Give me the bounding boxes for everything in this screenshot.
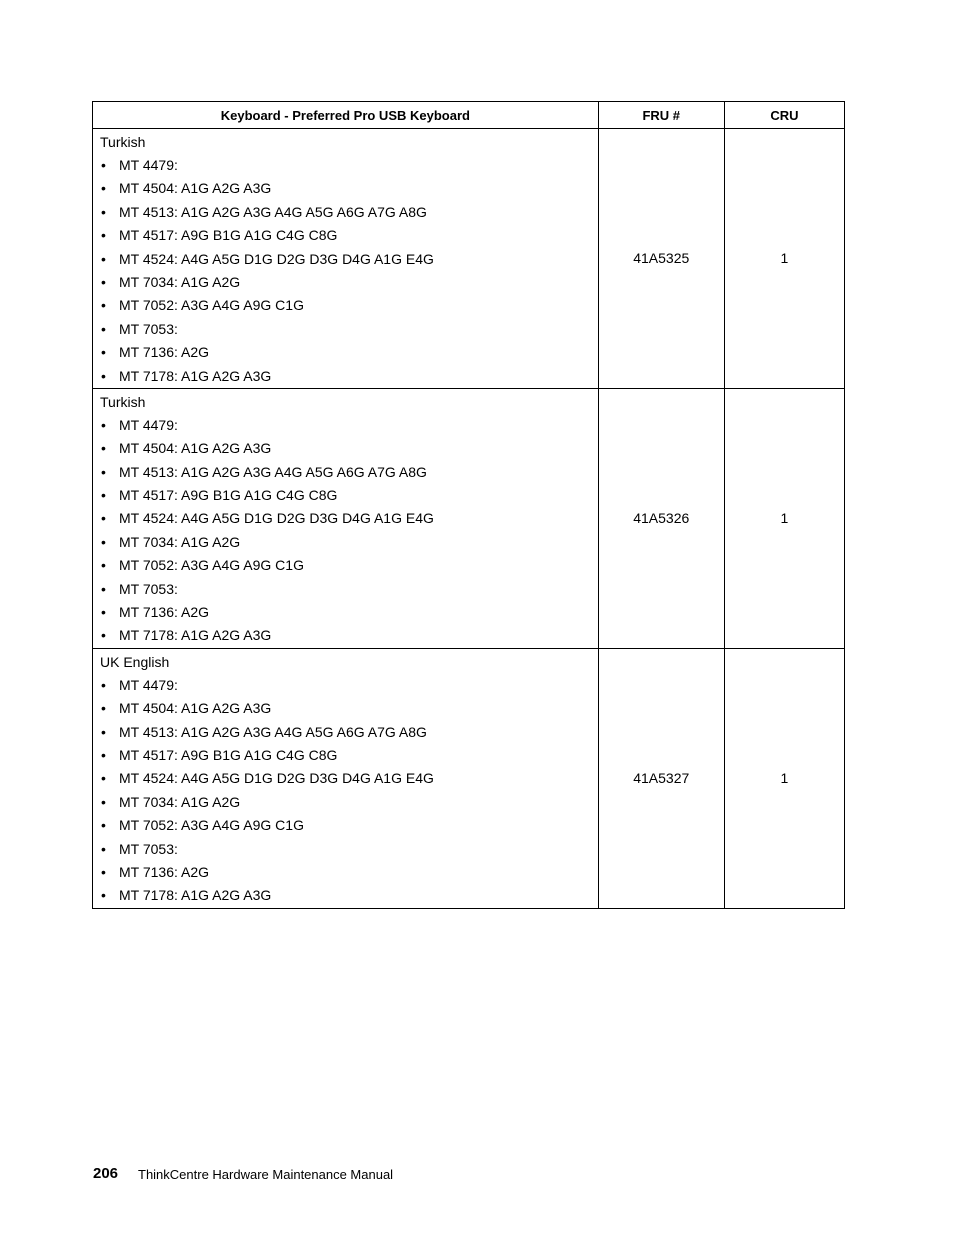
machine-type-entry: MT 4513: A1G A2G A3G A4G A5G A6G A7G A8G: [119, 723, 427, 740]
fru-number: 41A5326: [598, 388, 724, 648]
list-item: [101, 601, 598, 624]
list-item: [101, 318, 598, 341]
machine-type-entry: MT 4479:: [119, 676, 178, 693]
list-item: [101, 294, 598, 317]
machine-type-entry: MT 7034: A1G A2G: [119, 533, 241, 550]
keyboard-layout-name: Turkish: [100, 393, 146, 410]
keyboard-layout-name: Turkish: [100, 134, 146, 150]
table-row: [93, 129, 845, 389]
machine-type-entry: MT 7136: A2G: [119, 344, 210, 361]
machine-type-entry: MT 7136: A2G: [119, 863, 210, 880]
bullet-icon: •: [101, 250, 106, 267]
page-number: 206: [93, 1165, 119, 1182]
bullet-icon: •: [101, 627, 106, 644]
list-item: [101, 578, 598, 601]
machine-type-entry: MT 4479:: [119, 157, 178, 173]
machine-type-entry: MT 4517: A9G B1G A1G C4G C8G: [119, 227, 338, 244]
table-header: [93, 102, 845, 129]
list-item: [101, 177, 598, 200]
description-cell: [93, 388, 599, 648]
bullet-icon: •: [101, 367, 106, 384]
machine-type-entry: MT 4504: A1G A2G A3G: [119, 440, 272, 457]
header-description: Keyboard - Preferred Pro USB Keyboard: [93, 102, 599, 129]
list-item: [101, 814, 598, 837]
list-item: [101, 554, 598, 577]
list-item: [101, 154, 598, 177]
keyboard-layout-name: UK English: [100, 653, 170, 670]
list-item: [101, 484, 598, 507]
list-item: [101, 271, 598, 294]
bullet-icon: •: [101, 533, 106, 550]
bullet-icon: •: [101, 887, 106, 904]
list-item: [101, 507, 598, 530]
cru-value: 1: [724, 388, 844, 648]
table-body: [93, 129, 845, 909]
machine-type-entry: MT 7178: A1G A2G A3G: [119, 887, 272, 904]
machine-type-entry: MT 4524: A4G A5G D1G D2G D3G D4G A1G E4G: [119, 770, 434, 787]
machine-type-list: [93, 154, 598, 388]
bullet-icon: •: [101, 180, 106, 197]
list-item: [101, 721, 598, 744]
list-item: [101, 744, 598, 767]
list-item: [101, 224, 598, 247]
bullet-icon: •: [101, 793, 106, 810]
cru-value: 1: [724, 129, 844, 389]
list-item: [101, 838, 598, 861]
bullet-icon: •: [101, 203, 106, 220]
list-item: [101, 201, 598, 224]
machine-type-entry: MT 4517: A9G B1G A1G C4G C8G: [119, 487, 338, 504]
list-item: [101, 461, 598, 484]
bullet-icon: •: [101, 817, 106, 834]
list-item: [101, 861, 598, 884]
machine-type-entry: MT 4504: A1G A2G A3G: [119, 700, 272, 717]
list-item: [101, 791, 598, 814]
bullet-icon: •: [101, 440, 106, 457]
list-item: [101, 884, 598, 907]
machine-type-entry: MT 7053:: [119, 580, 178, 597]
bullet-icon: •: [101, 746, 106, 763]
machine-type-entry: MT 4504: A1G A2G A3G: [119, 180, 272, 197]
machine-type-entry: MT 4513: A1G A2G A3G A4G A5G A6G A7G A8G: [119, 203, 427, 220]
bullet-icon: •: [101, 700, 106, 717]
bullet-icon: •: [101, 840, 106, 857]
machine-type-entry: MT 7136: A2G: [119, 604, 210, 621]
machine-type-entry: MT 7053:: [119, 320, 178, 337]
bullet-icon: •: [101, 487, 106, 504]
list-item: [101, 341, 598, 364]
bullet-icon: •: [101, 273, 106, 290]
bullet-icon: •: [101, 157, 106, 173]
bullet-icon: •: [101, 676, 106, 693]
machine-type-entry: MT 7053:: [119, 840, 178, 857]
bullet-icon: •: [101, 604, 106, 621]
bullet-icon: •: [101, 770, 106, 787]
header-row: [93, 102, 845, 129]
bullet-icon: •: [101, 863, 106, 880]
header-cru: CRU: [724, 102, 844, 129]
machine-type-list: [93, 674, 598, 908]
list-item: [101, 414, 598, 437]
bullet-icon: •: [101, 580, 106, 597]
machine-type-entry: MT 7178: A1G A2G A3G: [119, 367, 272, 384]
table-row: [93, 648, 845, 908]
header-fru: FRU #: [598, 102, 724, 129]
machine-type-entry: MT 4517: A9G B1G A1G C4G C8G: [119, 746, 338, 763]
list-item: [101, 624, 598, 647]
parts-table: [92, 101, 845, 909]
machine-type-entry: MT 4513: A1G A2G A3G A4G A5G A6G A7G A8G: [119, 463, 427, 480]
list-item: [101, 767, 598, 790]
machine-type-entry: MT 4524: A4G A5G D1G D2G D3G D4G A1G E4G: [119, 250, 434, 267]
fru-number: 41A5325: [598, 129, 724, 389]
list-item: [101, 531, 598, 554]
bullet-icon: •: [101, 510, 106, 527]
bullet-icon: •: [101, 344, 106, 361]
machine-type-entry: MT 7178: A1G A2G A3G: [119, 627, 272, 644]
list-item: [101, 674, 598, 697]
bullet-icon: •: [101, 416, 106, 433]
machine-type-list: [93, 414, 598, 648]
bullet-icon: •: [101, 297, 106, 314]
machine-type-entry: MT 7034: A1G A2G: [119, 793, 241, 810]
description-cell: [93, 648, 599, 908]
list-item: [101, 437, 598, 460]
bullet-icon: •: [101, 723, 106, 740]
bullet-icon: •: [101, 463, 106, 480]
list-item: [101, 365, 598, 388]
list-item: [101, 248, 598, 271]
machine-type-entry: MT 7052: A3G A4G A9G C1G: [119, 557, 304, 574]
machine-type-entry: MT 7034: A1G A2G: [119, 273, 241, 290]
description-cell: [93, 129, 599, 389]
manual-title: ThinkCentre Hardware Maintenance Manual: [138, 1167, 394, 1182]
fru-number: 41A5327: [598, 648, 724, 908]
table-row: [93, 388, 845, 648]
machine-type-entry: MT 4524: A4G A5G D1G D2G D3G D4G A1G E4G: [119, 510, 434, 527]
machine-type-entry: MT 7052: A3G A4G A9G C1G: [119, 817, 304, 834]
machine-type-entry: MT 7052: A3G A4G A9G C1G: [119, 297, 304, 314]
machine-type-entry: MT 4479:: [119, 416, 178, 433]
bullet-icon: •: [101, 557, 106, 574]
cru-value: 1: [724, 648, 844, 908]
list-item: [101, 697, 598, 720]
bullet-icon: •: [101, 320, 106, 337]
bullet-icon: •: [101, 227, 106, 244]
